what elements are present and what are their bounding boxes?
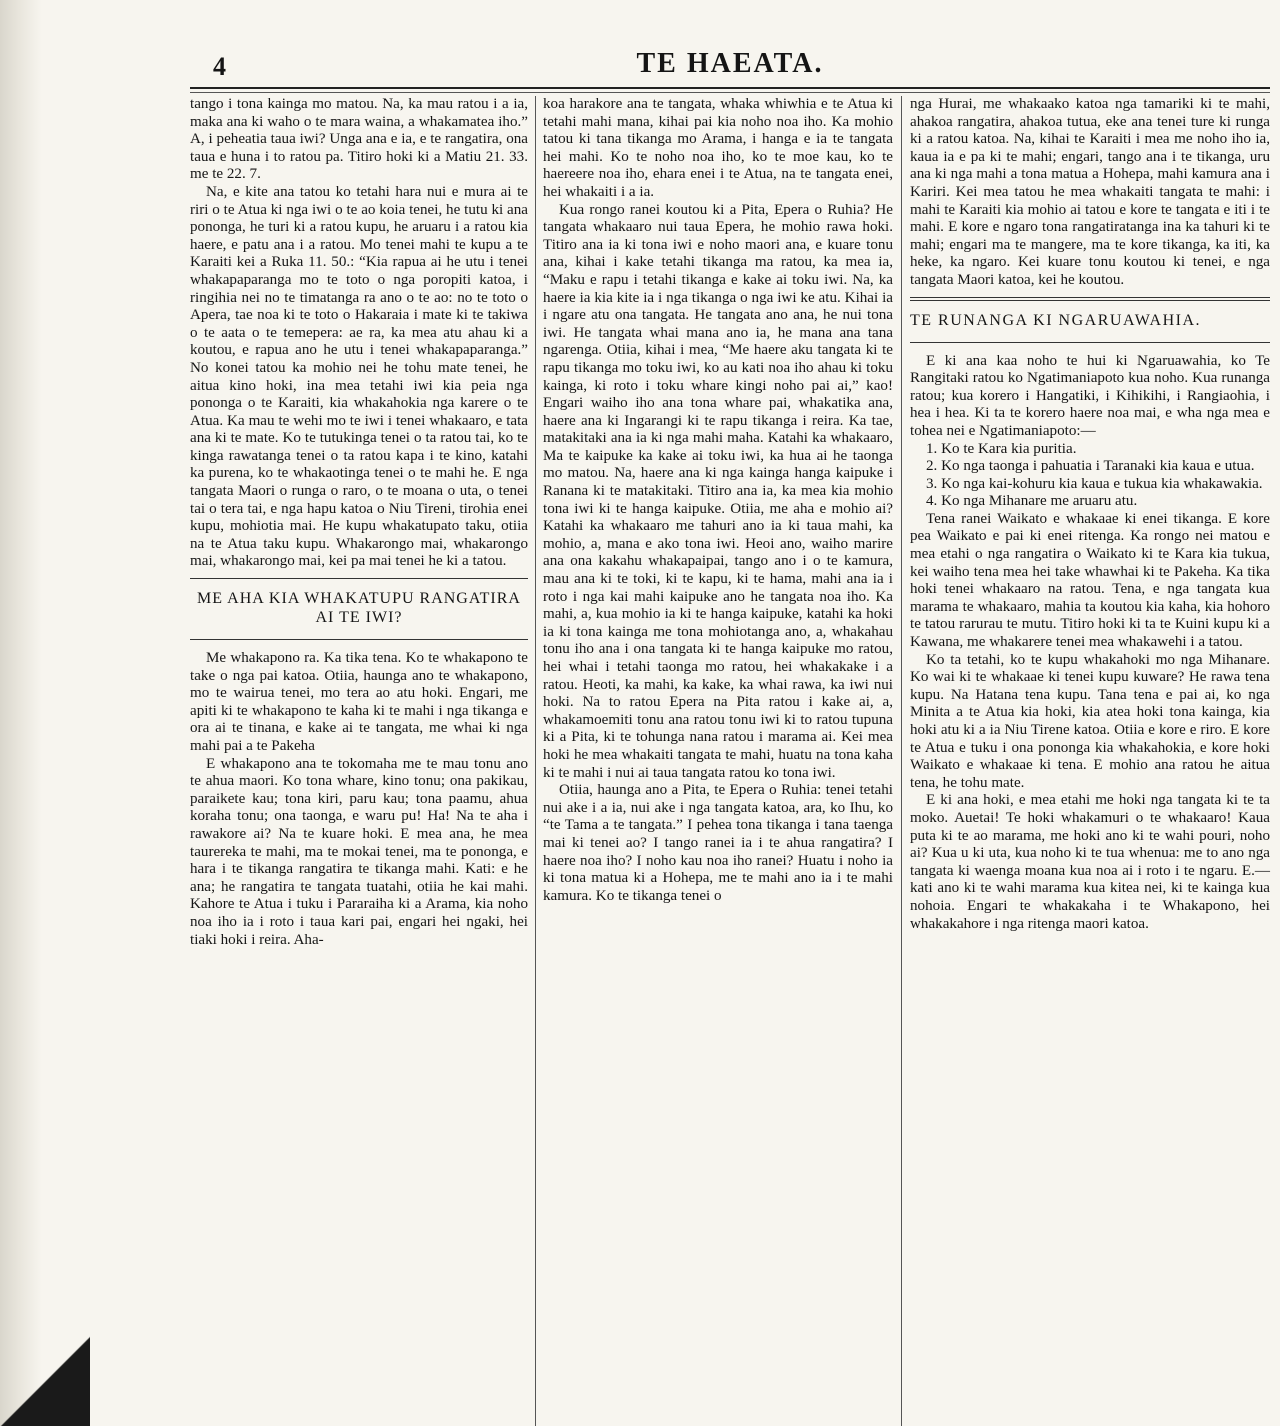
paragraph: Na, e kite ana tatou ko tetahi hara nui e mura ai te riri o te Atua ki nga iwi o te ao koia tenei, he tutu ki ana pononga, he turi ki a ratou kupu, he aruaru i a ratou kia haere, e patu ana i a ratou. Mo tenei mahi te kupu a te Karaiti kei a Ruka 11. 50.: “Kia rapua ai he utu i tenei whakapaparanga mo te toto o nga poropiti katoa, i ringihia nei no te timatanga ra ano o te ao: no te toto o Apera, tae noa ki te toto o Hakaraia i mate ki te takiwa o te aata o te temepera: ae ra, ka mea atu ahau ki a koutou, e rapua ano he utu i tenei whakapaparanga.” No konei tatou ka mohio nei he tohu mate tenei, he aitua kino hoki, ina mea tetahi iwi kia peia nga pononga o te Karaiti, kia whakahokia nga karere o te Atua. Ka mau te wehi mo te iwi i tenei whakaaro, e tata ana ki te mate. Ko te tutukinga tenei o ta ratou tai, ko te kinga rawatanga tenei o ta ratou kapa i te kino, katahi ka purena, ko te whakaotinga tenei o te mahi he. E nga tangata Maori o runga o raro, o te moana o uta, o tenei tai o tera tai, e nga hapu katoa o Niu Tireni, tirohia enei kupu, mohiotia mai. He kupu whakatupato taku, otiia na te Atua taku kupu. Whakarongo mai, whakarongo mai, whakarongo mai, kei pa mai tenei he ki a tatou. (190, 183, 528, 570)
list-item: 1. Ko te Kara kia puritia. (926, 440, 1077, 457)
paragraph: Me whakapono ra. Ka tika tena. Ko te whakapono te take o nga pai katoa. Otiia, haunga ano te whakapono, mo te wairua tenei, mo tera ao atu hoki. Engari, me apiti ki te whakapono te kaha ki te mahi i nga tikanga e ora ai te tinana, e kake ai te tangata, me whai ki nga mahi pai a te Pakeha (190, 650, 528, 754)
paragraph: nga Hurai, me whakaako katoa nga tamariki ki te mahi, ahakoa rangatira, ahakoa tutua, eke ana tenei ture ki runga ki a ratou katoa. Na, kihai te Karaiti i mea me noho iho ia, kaua ia e pa ki te mahi; engari, tango ana i te tikanga, uru ana ki nga mahi a tona matua a Hohepa, mahi kamura ana i Kariri. Kei mea tatou he mea whakaiti tangata te mahi: i mahi te Karaiti kia mohio ai tatou e kore te tangata e iti i te mahi. E kore e ngaro tona rangatiratanga ina ka tahuri ki te mahi; engari ma te mangere, ma te kore tikanga, ka iti, ka heke, ka ngaro. Kei kuare tonu koutou ki tenei, e nga tangata Maori katoa, kei he koutou. (910, 96, 1270, 288)
section-rule (910, 342, 1270, 343)
section-rule (190, 639, 528, 640)
paragraph: koa harakore ana te tangata, whaka whiwhia e te Atua ki tetahi mahi mana, kihai pai kia noho noa iho. Ka mohio tatou ki tana tikanga mo Arama, i hanga e ia te tangata hei mahi. Ko te noho noa iho, ko te moe kau, ko te haereere noa iho, ehara enei i te Atua, na te tangata enei, hei whakaiti i a ia. (543, 96, 893, 200)
header-rule (190, 87, 1270, 89)
article-heading: TE RUNANGA KI NGARUAWAHIA. (910, 311, 1202, 329)
paragraph: Tena ranei Waikato e whakaae ki enei tikanga. E kore pea Waikato e pai ki enei ritenga. Ka rongo nei matou e mea etahi o nga rangatira o Waikato ki te Kara kia tukua, kei waiho tena mea hei take whawhai ki te Pakeha. Ka tika hoki tenei whakaaro na ratou. Tena, e nga tangata kua marama te whakaaro, mahia ta koutou kia kaha, kia hohoro te tatou rarurau te mutu. Titiro hoki ki ta te Kuini kupu ki a Kawana, me whakarere tenei mea whakawehi i a tatou. (910, 510, 1270, 651)
paragraph: E ki ana hoki, e mea etahi me hoki nga tangata ki te ta moko. Auetai! Te hoki whakamuri o te whakaaro! Kaua puta ki te ao marama, me hoki ano ki te wahi pouri, noho ai? Kua u ki uta, kua noho ki te tua whenua: me to ano nga tangata ki waenga moana kua noa ai i roto i te ngaru. E.—kati ano ki te wahi marama kua kitea nei, ki te kainga kua nohoia. Engari te whakakaha i te Whakapono, hei whakakahore i nga ritenga maori katoa. (910, 792, 1270, 932)
section-rule (910, 297, 1270, 301)
section-rule (190, 578, 528, 579)
paragraph: E whakapono ana te tokomaha me te mau tonu ano te ahua maori. Ko tona whare, kino tonu; ona pakikau, paraikete kau; tona kiri, paru kau; tona paamu, ahua koraha tonu; ona taonga, e waru pu! Ha! Na te aha i rawakore ai? Na te kuare hoki. E mea ana, he mea taurereka te mahi, ma te mokai tenei, ma te pononga, e hara i te tikanga rangatira te tikanga mahi. Kati: e he ana; he rangatira te tangata tuatahi, otiia he kai mahi. Kahore te Atua i tuku i Pararaiha ki a Arama, kia noho noa iho ia i roto i taua kari pai, engari hei ngaki, hei tiaki hoki i reira. Aha- (190, 755, 528, 948)
column-divider-2 (901, 96, 902, 1426)
header-rule-thin (190, 92, 1270, 93)
column-3 (910, 96, 1270, 933)
paragraph: Kua rongo ranei koutou ki a Pita, Epera o Ruhia? He tangata whakaaro nui taua Epera, he mohio rawa hoki. Titiro ana ia ki tona iwi e noho maori ana, e kuare tonu ana, kihai i kake tetahi tikanga ma ratou, ka mea ia, “Maku e rapu i tetahi tikanga e kake ai toku iwi. Na, ka haere ia kia kite ia i nga tikanga o nga iwi ke atu. Kihai ia i ngare atu ona tangata. He tangata ano ana, he nui tona iwi. He tangata whai mana ano ia, he mana ana tana ngarenga. Otiia, kihai i mea, “Me haere aku tangata ki te rapu tikanga mo toku iwi, ko au kati noa iho ahau ki toku kainga, ki roto i toku whare kingi noho pai ai,” kao! Engari waiho iho ana tona whare pai, whakatika ana, haere ana ki Ingarangi ki te rapu tikanga i reira. Ka tae, matakitaki ana ia ki nga mahi maha. Katahi ka whakaaro, Ma te kaipuke ka kake ai toku iwi, ka hua ai he taonga mo matou. Na, haere ana ki nga kainga hanga kaipuke i Ranana ki te matakitaki. Titiro ana ia, ka mea kia mohio tona iwi ki te hanga kaipuke. Otiia, me aha e mohio ai? Katahi ka whakaaro me tahuri ano ia ki taua mahi, ka mohio, a, mana e ako tona iwi. Heoi ano, waiho marire ana ona kakahu whakapaipai, tango ano i o te kamura, mau ana ki te toki, ki te kapu, ki te hama, mahi ana ia i roto i nga kai mahi kaipuke ano he tangata noa iho. Ka mahi, a, kua mohio ia ki te hanga kaipuke, katahi ka hoki ia ki tona kainga me tona mohiotanga ano, a, whakahau tonu iho ana i ona tangata ki te hanga kaipuke mo ratou, hei whai i tetahi taonga mo ratou, hei whakakake i a ratou. Heoti, ka mahi, ka kake, ka whai rawa, ka iwi nui hoki. Na to ratou Epera na Pita ratou i kake ai, a, whakamoemiti tonu ana ratou tonu iwi ki to ratou tupuna ki a Pita, ki te tohunga nana ratou i marama ai. Kei mea hoki he mea whakaiti tangata te mahi, huatu na tona kaha ki te mahi i nui ai taua tangata ratou ko tona iwi. (543, 201, 893, 781)
column-divider-1 (535, 96, 536, 1426)
column-1 (190, 96, 528, 949)
list-item: 2. Ko nga taonga i pahuatia i Taranaki kia kaua e utua. (926, 458, 1255, 475)
column-2 (543, 96, 893, 905)
numbered-list (910, 441, 1270, 511)
masthead-title: TE HAEATA. (636, 48, 824, 79)
paragraph: Otiia, haunga ano a Pita, te Epera o Ruhia: tenei tetahi nui ake i a ia, nui ake i nga tangata katoa, ara, ko Ihu, ko “te Tama a te tangata.” I pehea tona tikanga i tana taenga mai ki tenei ao? I tango ranei ia i te ahua rangatira? I haere noa iho? I noho kau noa iho ranei? Huatu i noho ia ki tona matua ki a Hohepa, me te mahi ano ia i te mahi kamura. Ko te tikanga tenei o (543, 782, 893, 904)
page-number: 4 (213, 52, 226, 81)
list-item: 4. Ko nga Mihanare me aruaru atu. (926, 493, 1138, 510)
article-heading: ME AHA KIA WHAKATUPU RANGATIRA AI TE IWI? (197, 590, 521, 627)
paragraph: E ki ana kaa noho te hui ki Ngaruawahia, ko Te Rangitaki ratou ko Ngatimaniapoto kua noho. Kua runanga ratou; kua korero i Hangatiki, i Kihikihi, i Rangiaohia, i hea i hea. Ki ta te korero haere noa mai, e wha nga mea e tohea nei e Ngatimaniapoto:— (910, 352, 1270, 439)
page-binding-edge (0, 0, 42, 1426)
list-item: 3. Ko nga kai-kohuru kia kaua e tukua kia whakawakia. (926, 475, 1263, 492)
paragraph: tango i tona kainga mo matou. Na, ka mau ratou i a ia, maka ana ki waho o te mara waina, a whakamatea iho.” A, i peheatia taua iwi? Unga ana e ia, e te rangatira, ona taua e huna i to ratou pa. Titiro hoki ki a Matiu 21. 33. me te 22. 7. (190, 96, 528, 183)
page-corner-shadow (0, 1316, 90, 1426)
paragraph: Ko ta tetahi, ko te kupu whakahoki mo nga Mihanare. Ko wai ki te whakaae ki tenei kupu kuware? He rawa tena kupu. Na Hatana tena kupu. Tana tena e pai ai, ko nga Minita a te Atua kia hoki, kia atea hoki tona kainga, kia hoki atu ki a ia Niu Tirene katoa. Otiia e kore e riro. E kore te Atua e tuku i ona pononga kia whakahokia, e kore hoki Waikato e whakaae ki tena. E mohio ana ratou he aitua tena, he tohu mate. (910, 651, 1270, 791)
